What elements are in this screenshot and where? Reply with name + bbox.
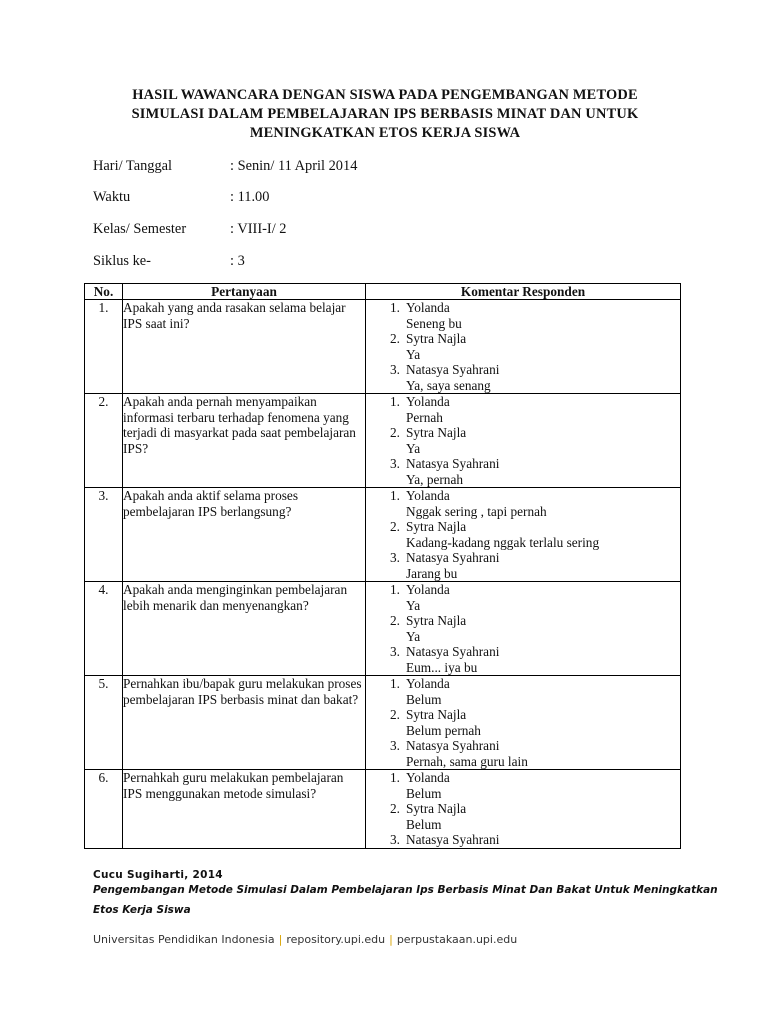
footer-repository-link[interactable]: repository.upi.edu	[286, 933, 386, 946]
respondent-line	[366, 425, 680, 441]
respondent-answer: Ya, saya senang	[406, 377, 491, 393]
responses-cell	[366, 300, 681, 394]
respondent-name: Sytra Najla	[406, 425, 467, 440]
respondent-line	[366, 362, 680, 378]
table-row	[85, 582, 681, 676]
respondent-line	[366, 519, 680, 535]
column-header-responses: Komentar Responden	[366, 284, 681, 300]
question-cell: Apakah anda pernah menyampaikan informasi terbaru terhadap fenomena yang terjadi di masyarkat pada saat pembelajaran IPS?	[123, 394, 366, 488]
respondent-number: 2.	[390, 331, 400, 346]
footer-author: Cucu Sugiharti, 2014	[93, 869, 223, 881]
responses-cell	[366, 488, 681, 582]
respondent-answer: Belum	[406, 816, 442, 832]
respondent-name: Yolanda	[406, 300, 450, 315]
table-header-row	[85, 284, 681, 300]
respondent-line	[366, 770, 680, 786]
row-number: 5.	[85, 676, 123, 770]
respondent-number: 3.	[390, 644, 400, 659]
responses-cell	[366, 394, 681, 488]
respondent-line	[366, 300, 680, 316]
question-cell: Apakah anda aktif selama proses pembelajaran IPS berlangsung?	[123, 488, 366, 582]
respondent-name: Sytra Najla	[406, 613, 467, 628]
document-title	[90, 86, 680, 143]
footer-publisher	[93, 933, 517, 946]
table-row	[85, 300, 681, 394]
row-number: 4.	[85, 582, 123, 676]
respondent-answer: Ya	[406, 440, 421, 456]
responses-cell	[366, 770, 681, 849]
respondent-answer: Pernah	[406, 409, 443, 425]
respondent-line	[366, 488, 680, 504]
interview-table	[84, 283, 681, 849]
respondent-answer: Kadang-kadang nggak terlalu sering	[406, 534, 600, 550]
table-body	[85, 300, 681, 849]
footer-work-title-line2: Etos Kerja Siswa	[93, 904, 191, 916]
respondent-number: 1.	[390, 676, 400, 691]
table-row	[85, 394, 681, 488]
meta-label: Kelas/ Semester	[93, 221, 187, 237]
respondent-line	[366, 832, 680, 848]
respondent-name: Natasya Syahrani	[406, 738, 500, 753]
respondent-line	[366, 613, 680, 629]
column-header-no: No.	[85, 284, 123, 300]
respondent-line	[366, 456, 680, 472]
respondent-line	[366, 707, 680, 723]
respondent-name: Natasya Syahrani	[406, 550, 500, 565]
respondent-name: Sytra Najla	[406, 801, 467, 816]
table-row	[85, 770, 681, 849]
respondent-answer: Ya	[406, 346, 421, 362]
respondent-name: Natasya Syahrani	[406, 362, 500, 377]
respondent-answer: Ya, pernah	[406, 471, 463, 487]
respondent-answer: Belum	[406, 691, 442, 707]
meta-label: Waktu	[93, 189, 131, 205]
respondent-line	[366, 801, 680, 817]
table-row	[85, 676, 681, 770]
meta-value: : Senin/ 11 April 2014	[230, 158, 358, 174]
row-number: 1.	[85, 300, 123, 394]
respondent-name: Yolanda	[406, 770, 450, 785]
meta-value: : 11.00	[230, 189, 270, 205]
respondent-answer: Belum	[406, 785, 442, 801]
title-line-3: MENINGKATKAN ETOS KERJA SISWA	[249, 125, 521, 141]
respondent-number: 1.	[390, 394, 400, 409]
question-cell: Pernahkan ibu/bapak guru melakukan proses pembelajaran IPS berbasis minat dan bakat?	[123, 676, 366, 770]
question-cell: Apakah yang anda rasakan selama belajar IPS saat ini?	[123, 300, 366, 394]
row-number: 3.	[85, 488, 123, 582]
respondent-name: Natasya Syahrani	[406, 832, 500, 847]
meta-value: : VIII-I/ 2	[230, 221, 287, 237]
table-row	[85, 488, 681, 582]
respondent-line	[366, 676, 680, 692]
respondent-name: Yolanda	[406, 394, 450, 409]
respondent-number: 2.	[390, 425, 400, 440]
question-cell: Pernahkah guru melakukan pembelajaran IPS menggunakan metode simulasi?	[123, 770, 366, 849]
title-line-1: HASIL WAWANCARA DENGAN SISWA PADA PENGEMBANGAN METODE	[132, 87, 638, 103]
respondent-line	[366, 582, 680, 598]
footer-library-link[interactable]: perpustakaan.upi.edu	[396, 933, 518, 946]
respondent-line	[366, 644, 680, 660]
row-number: 2.	[85, 394, 123, 488]
respondent-line	[366, 394, 680, 410]
respondent-name: Natasya Syahrani	[406, 644, 500, 659]
respondent-number: 2.	[390, 801, 400, 816]
footer-separator: |	[389, 933, 393, 946]
respondent-name: Sytra Najla	[406, 707, 467, 722]
respondent-number: 1.	[390, 582, 400, 597]
respondent-number: 2.	[390, 613, 400, 628]
respondent-number: 1.	[390, 300, 400, 315]
meta-value: : 3	[230, 253, 245, 269]
respondent-number: 2.	[390, 707, 400, 722]
responses-cell	[366, 582, 681, 676]
respondent-name: Sytra Najla	[406, 519, 467, 534]
respondent-answer: Eum... iya bu	[406, 659, 478, 675]
respondent-number: 2.	[390, 519, 400, 534]
respondent-line	[366, 550, 680, 566]
respondent-number: 1.	[390, 488, 400, 503]
meta-label: Hari/ Tanggal	[93, 158, 173, 174]
respondent-line	[366, 331, 680, 347]
respondent-number: 3.	[390, 832, 400, 847]
respondent-name: Yolanda	[406, 676, 450, 691]
responses-cell	[366, 676, 681, 770]
respondent-line	[366, 738, 680, 754]
respondent-answer: Belum pernah	[406, 722, 481, 738]
meta-label: Siklus ke-	[93, 253, 151, 269]
respondent-number: 3.	[390, 456, 400, 471]
respondent-name: Yolanda	[406, 488, 450, 503]
column-header-question: Pertanyaan	[123, 284, 366, 300]
respondent-number: 3.	[390, 550, 400, 565]
respondent-name: Yolanda	[406, 582, 450, 597]
respondent-answer: Pernah, sama guru lain	[406, 753, 528, 769]
footer-work-title-line1: Pengembangan Metode Simulasi Dalam Pembelajaran Ips Berbasis Minat Dan Bakat Untuk Meningkatkan	[93, 884, 718, 896]
question-cell: Apakah anda menginginkan pembelajaran lebih menarik dan menyenangkan?	[123, 582, 366, 676]
respondent-name: Natasya Syahrani	[406, 456, 500, 471]
respondent-number: 3.	[390, 362, 400, 377]
footer-separator: |	[278, 933, 283, 946]
title-line-2: SIMULASI DALAM PEMBELAJARAN IPS BERBASIS MINAT DAN UNTUK	[131, 106, 639, 122]
respondent-answer: Ya	[406, 628, 421, 644]
footer-university: Universitas Pendidikan Indonesia	[93, 933, 275, 946]
respondent-number: 1.	[390, 770, 400, 785]
respondent-number: 3.	[390, 738, 400, 753]
respondent-name: Sytra Najla	[406, 331, 467, 346]
respondent-answer: Jarang bu	[406, 565, 458, 581]
respondent-answer: Nggak sering , tapi pernah	[406, 503, 547, 519]
respondent-answer: Seneng bu	[406, 315, 462, 331]
row-number: 6.	[85, 770, 123, 849]
respondent-answer: Ya	[406, 597, 421, 613]
